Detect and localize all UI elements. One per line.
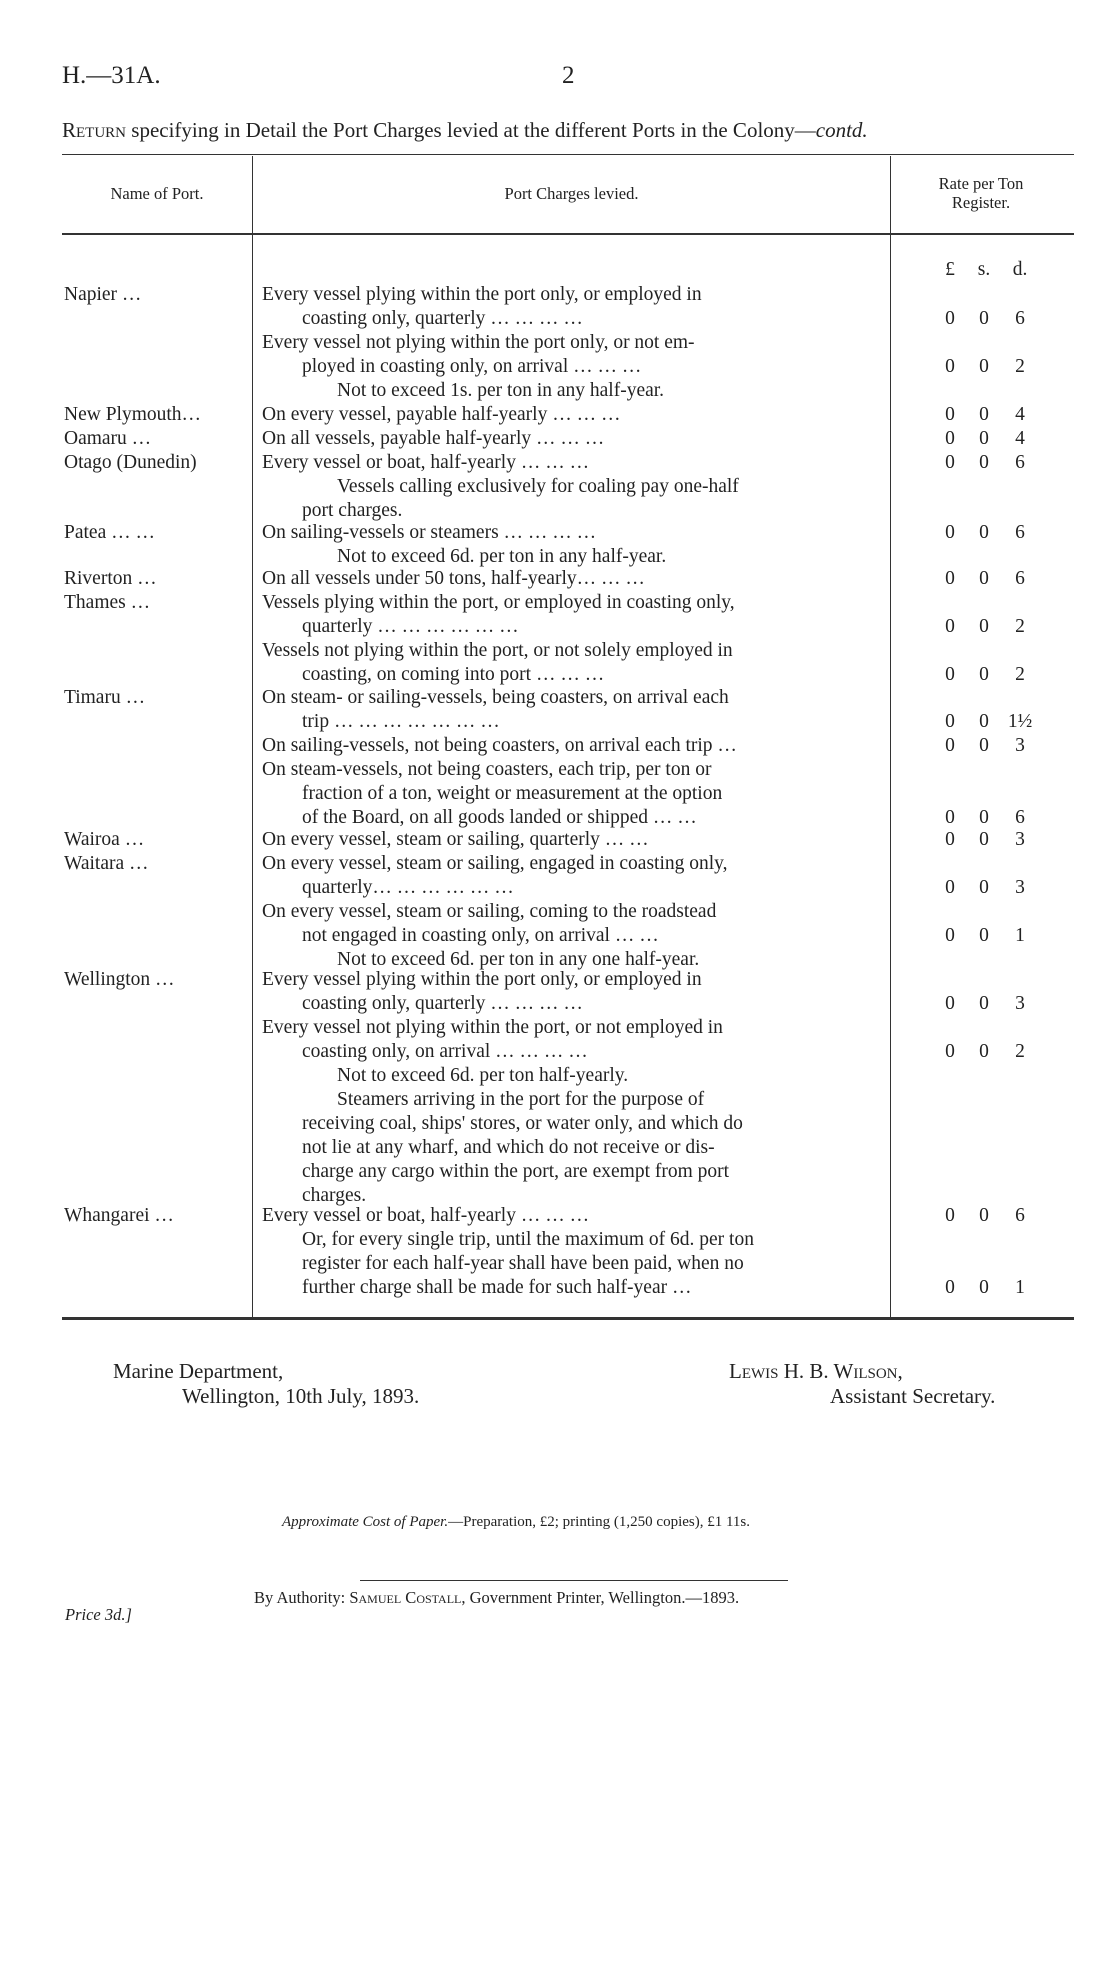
rate-shillings: 0 [979,452,989,473]
port-name: Otago (Dunedin) [64,452,197,473]
rate-pence: 6 [1015,452,1025,473]
table-top-rule [62,154,1074,155]
printer-imprint [254,1588,739,1608]
port-name: Oamaru … [64,428,152,449]
charge-line: On every vessel, steam or sailing, quarterly … … [262,829,649,850]
rate-pence: 4 [1015,428,1025,449]
rate-pence: 2 [1015,356,1025,377]
charge-line: On every vessel, steam or sailing, coming to the roadstead [262,901,717,922]
rate-pence: 2 [1015,664,1025,685]
charge-line: Steamers arriving in the port for the purpose of [337,1089,705,1110]
rate-pence: 4 [1015,404,1025,425]
column-header-port: Name of Port. [110,184,204,203]
rate-pounds: 0 [945,616,955,637]
column-header-rate: Rate per Ton Register. [938,174,1024,212]
rate-pounds: 0 [945,735,955,756]
rate-pounds: 0 [945,711,955,732]
charge-line: Every vessel plying within the port only, or employed in [262,284,702,305]
charge-line: Every vessel or boat, half-yearly … … … [262,1205,590,1226]
page-number: 2 [562,62,575,89]
printer-rule [360,1580,788,1581]
rate-pence: 2 [1015,1041,1025,1062]
rate-pence: 2 [1015,616,1025,637]
rate-pence: 1½ [1007,711,1033,732]
rate-shillings: 0 [979,356,989,377]
charge-line: Vessels not plying within the port, or not solely employed in [262,640,733,661]
port-name: Napier … [64,284,142,305]
rate-shillings: 0 [979,829,989,850]
rate-pounds: 0 [945,925,955,946]
rate-pence: 3 [1015,829,1025,850]
rate-pounds: 0 [945,308,955,329]
rate-shillings: 0 [979,664,989,685]
charge-line: Not to exceed 6d. per ton half-yearly. [337,1065,629,1086]
currency-header: s. [977,259,991,280]
charge-line: register for each half-year shall have been paid, when no [302,1253,744,1274]
rate-pounds: 0 [945,522,955,543]
charge-line: receiving coal, ships' stores, or water only, and which do [302,1113,743,1134]
title-text: specifying in Detail the Port Charges levied at the different Ports in the Colony— [126,118,816,142]
charge-line: coasting only, quarterly … … … … [302,308,583,329]
charge-line: coasting only, quarterly … … … … [302,993,583,1014]
authority-suffix: , Government Printer, Wellington.—1893. [461,1588,740,1607]
rate-pounds: 0 [945,1205,955,1226]
charge-line: Not to exceed 6d. per ton in any half-year. [337,546,667,567]
charge-line: On all vessels under 50 tons, half-yearly… … … [262,568,645,589]
department-date: Wellington, 10th July, 1893. [182,1384,420,1408]
rate-shillings: 0 [979,1205,989,1226]
charge-line: ployed in coasting only, on arrival … … … [302,356,642,377]
charge-line: Not to exceed 1s. per ton in any half-year. [337,380,665,401]
port-name: Whangarei … [64,1205,174,1226]
charge-line: charges. [302,1185,367,1206]
rate-pounds: 0 [945,356,955,377]
rate-shillings: 0 [979,925,989,946]
charge-line: trip … … … … … … … [302,711,500,732]
port-name: Thames … [64,592,151,613]
charge-line: not lie at any wharf, and which do not receive or dis- [302,1137,715,1158]
rate-shillings: 0 [979,1041,989,1062]
cost-text: —Preparation, £2; printing (1,250 copies), £1 11s. [448,1514,751,1530]
rate-shillings: 0 [979,428,989,449]
price-note: Price 3d.] [65,1605,132,1624]
signatory-title: Assistant Secretary. [830,1384,996,1408]
charge-line: On steam-vessels, not being coasters, each trip, per ton or [262,759,712,780]
rate-pence: 3 [1015,735,1025,756]
charge-line: not engaged in coasting only, on arrival … … [302,925,659,946]
col-divider-2 [890,156,891,1318]
cost-label: Approximate Cost of Paper. [282,1514,449,1530]
rate-pounds: 0 [945,829,955,850]
currency-header: d. [1012,259,1028,280]
charge-line: On every vessel, payable half-yearly … … … [262,404,621,425]
rate-pounds: 0 [945,568,955,589]
charge-line: Vessels plying within the port, or employed in coasting only, [262,592,735,613]
charge-line: On every vessel, steam or sailing, engaged in coasting only, [262,853,728,874]
title-contd: contd. [815,118,868,142]
port-name: Waitara … [64,853,149,874]
printer-name: Samuel Costall [349,1588,462,1607]
rate-shillings: 0 [979,616,989,637]
cost-of-paper-note [282,1514,750,1531]
rate-pounds: 0 [945,1277,955,1298]
rate-shillings: 0 [979,1277,989,1298]
charge-line: On steam- or sailing-vessels, being coasters, on arrival each [262,687,729,708]
charge-line: On all vessels, payable half-yearly … … … [262,428,605,449]
rate-shillings: 0 [979,404,989,425]
rate-shillings: 0 [979,711,989,732]
table-bottom-rule [62,1317,1074,1320]
charge-line: On sailing-vessels, not being coasters, on arrival each trip … [262,735,737,756]
charge-line: coasting only, on arrival … … … … [302,1041,588,1062]
department-name: Marine Department, [113,1359,284,1383]
rate-pounds: 0 [945,428,955,449]
charge-line: charge any cargo within the port, are exempt from port [302,1161,730,1182]
port-name: Wairoa … [64,829,145,850]
column-header-charges: Port Charges levied. [504,184,639,203]
charge-line: coasting, on coming into port … … … [302,664,605,685]
rate-pence: 1 [1015,925,1025,946]
port-name: Wellington … [64,969,175,990]
rate-pounds: 0 [945,664,955,685]
charge-line: of the Board, on all goods landed or shipped … … [302,807,697,828]
charge-line: Every vessel not plying within the port, or not employed in [262,1017,723,1038]
rate-pence: 6 [1015,807,1025,828]
port-name: Timaru … [64,687,146,708]
document-code: H.—31A. [62,62,161,89]
rate-shillings: 0 [979,993,989,1014]
charge-line: On sailing-vessels or steamers … … … … [262,522,597,543]
rate-pence: 6 [1015,568,1025,589]
rate-pence: 6 [1015,522,1025,543]
col-divider-1 [252,156,253,1318]
charge-line: Every vessel or boat, half-yearly … … … [262,452,590,473]
rate-pence: 6 [1015,308,1025,329]
charge-line: port charges. [302,500,403,521]
rate-pounds: 0 [945,404,955,425]
charge-line: Every vessel not plying within the port only, or not em- [262,332,695,353]
charge-line: fraction of a ton, weight or measurement at the option [302,783,723,804]
port-name: Riverton … [64,568,157,589]
rate-pence: 1 [1015,1277,1025,1298]
port-name: Patea … … [64,522,155,543]
rate-pounds: 0 [945,993,955,1014]
charge-line: further charge shall be made for such half-year … [302,1277,692,1298]
charge-line: Or, for every single trip, until the maximum of 6d. per ton [302,1229,754,1250]
rate-shillings: 0 [979,568,989,589]
rate-shillings: 0 [979,735,989,756]
authority-prefix: By Authority: [254,1588,350,1607]
charge-line: quarterly… … … … … … [302,877,514,898]
return-title [62,118,868,143]
rate-pence: 6 [1015,1205,1025,1226]
rate-shillings: 0 [979,522,989,543]
rate-shillings: 0 [979,877,989,898]
charge-line: Not to exceed 6d. per ton in any one half-year. [337,949,700,970]
charge-line: Every vessel plying within the port only, or employed in [262,969,702,990]
table-header-rule [62,233,1074,235]
port-name: New Plymouth… [64,404,202,425]
rate-pounds: 0 [945,1041,955,1062]
rate-shillings: 0 [979,807,989,828]
title-lead: Return [62,118,127,142]
rate-pounds: 0 [945,877,955,898]
rate-shillings: 0 [979,308,989,329]
charge-line: Vessels calling exclusively for coaling pay one-half [337,476,739,497]
rate-pounds: 0 [945,452,955,473]
rate-pence: 3 [1015,877,1025,898]
charge-line: quarterly … … … … … … [302,616,519,637]
currency-header: £ [945,259,955,280]
signatory-name: Lewis H. B. Wilson, [729,1359,903,1383]
rate-pounds: 0 [945,807,955,828]
rate-pence: 3 [1015,993,1025,1014]
